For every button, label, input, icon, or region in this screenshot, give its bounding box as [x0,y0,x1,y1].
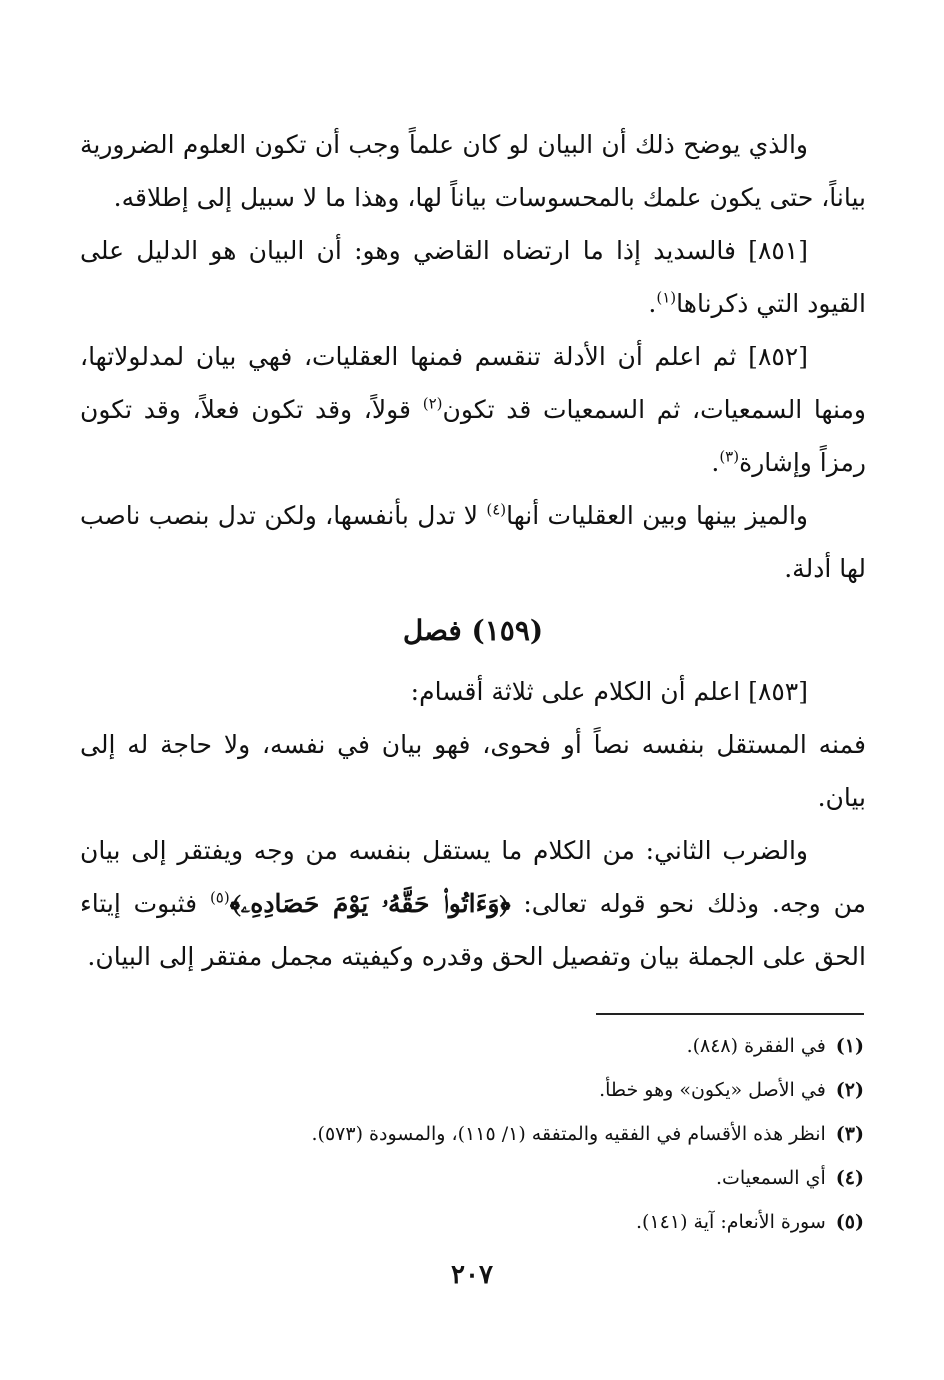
section-heading: (١٥٩) فصل [402,614,544,647]
footnote-text: في الفقرة (٨٤٨). [686,1035,826,1057]
paragraph-853 [80,665,866,718]
page-body [80,118,866,983]
footnote-text: في الأصل «يكون» وهو خطأ. [599,1079,826,1101]
footnote-ref-2[interactable]: (٢) [422,394,443,413]
footnote-2 [84,1068,864,1112]
paragraph-first-kind-text: فمنه المستقل بنفسه نصاً أو فحوى، فهو بيان في نفسه، ولا حاجة له إلى بيان. [80,730,866,812]
footnote-ref-4[interactable]: (٤) [486,500,507,519]
paragraph-second-kind-text-b: فثبوت إيتاء الحق على الجملة بيان وتفصيل الحق وقدره وكيفيته مجمل مفتقر إلى البيان. [80,889,866,971]
paragraph-distinction-text-a: والميز بينها وبين العقليات أنها [506,501,808,530]
footnote-5 [84,1200,864,1244]
footnote-number: (٥) [835,1211,864,1233]
paragraph-853-text: [٨٥٣] اعلم أن الكلام على ثلاثة أقسام: [410,677,808,706]
paragraph-1-text: والذي يوضح ذلك أن البيان لو كان علماً وجب أن تكون العلوم الضرورية بياناً، حتى يكون علمك بالمحسوسات بياناً لها، وهذا ما لا سبيل إلى إطلاقه. [80,130,866,212]
paragraph-852 [80,330,866,489]
footnote-number: (٣) [835,1123,864,1145]
paragraph-851-end: . [648,289,657,318]
paragraph-851 [80,224,866,330]
footnote-3 [84,1112,864,1156]
paragraph-851-text: [٨٥١] فالسديد إذا ما ارتضاه القاضي وهو: أن البيان هو الدليل على القيود التي ذكرناها [80,236,866,318]
footnote-ref-5[interactable]: (٥) [209,888,230,907]
paragraph-852-text-b: قولاً، وقد تكون فعلاً، وقد تكون رمزاً وإشارة [80,395,866,477]
paragraph-852-end: . [711,448,720,477]
footnote-text: سورة الأنعام: آية (١٤١). [636,1211,826,1233]
paragraph-distinction-text-b: لا تدل بأنفسها، ولكن تدل بنصب ناصب لها أدلة. [80,501,866,583]
footnote-4 [84,1156,864,1200]
footnotes-list [84,1024,864,1244]
paragraph-first-kind [80,718,866,824]
quran-verse: ﴿وَءَاتُوا۟ حَقَّهُۥ يَوْمَ حَصَادِهِۦ﴾ [229,889,511,918]
footnote-number: (٤) [835,1167,864,1189]
paragraph-distinction [80,489,866,595]
footnote-ref-1[interactable]: (١) [656,288,677,307]
paragraph-second-kind [80,824,866,983]
footnote-number: (٢) [835,1079,864,1101]
footnote-1 [84,1024,864,1068]
paragraph-second-kind-text-a: والضرب الثاني: من الكلام ما يستقل بنفسه من وجه ويفتقر إلى بيان من وجه. وذلك نحو قوله تعالى: [80,836,866,918]
paragraph-852-text-a: [٨٥٢] ثم اعلم أن الأدلة تنقسم فمنها العقليات، فهي بيان لمدلولاتها، ومنها السمعيات، ثم السمعيات قد تكون [80,342,867,424]
paragraph-1 [80,118,866,224]
page-number: ٢٠٧ [451,1260,493,1290]
footnote-ref-3[interactable]: (٣) [719,447,740,466]
footnote-number: (١) [835,1035,864,1057]
footnote-divider [596,1013,864,1015]
footnote-text: أي السمعيات. [715,1167,826,1189]
footnote-text: انظر هذه الأقسام في الفقيه والمتفقه (١/ ١١٥)، والمسودة (٥٧٣). [311,1123,826,1145]
